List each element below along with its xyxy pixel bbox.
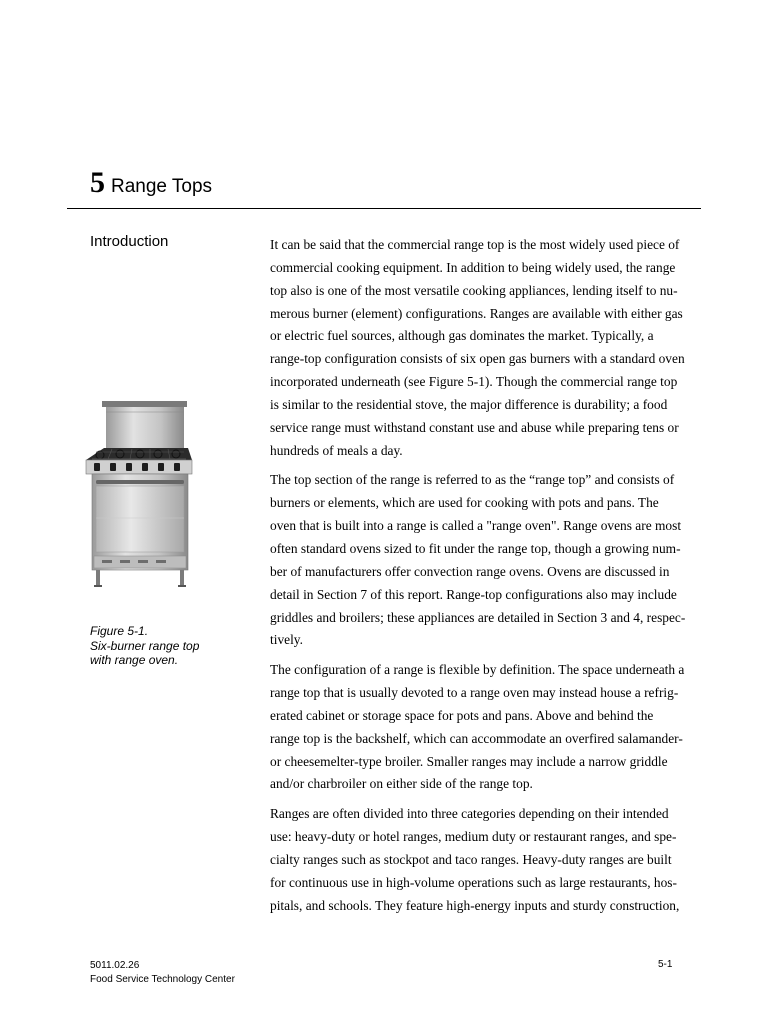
text-line: The top section of the range is referred to as the “range top” and consists of bbox=[270, 472, 675, 488]
text-line: range top is the backshelf, which can accommodate an overfired salamander- bbox=[270, 730, 683, 746]
paragraph-2 bbox=[270, 469, 704, 652]
range-oven-illustration bbox=[82, 400, 197, 588]
text-line: and/or charbroiler on either side of the range top. bbox=[270, 776, 533, 792]
figure-label: Figure 5-1. bbox=[90, 624, 149, 638]
text-line: The configuration of a range is flexible by definition. The space underneath a bbox=[270, 662, 685, 678]
text-line: griddles and broilers; these appliances are detailed in Section 3 and 4, respec- bbox=[270, 609, 686, 625]
text-line: pitals, and schools. They feature high-energy inputs and sturdy construction, bbox=[270, 897, 680, 913]
text-line: for continuous use in high-volume operations such as large restaurants, hos- bbox=[270, 874, 677, 890]
paragraph-4 bbox=[270, 803, 704, 917]
text-line: merous burner (element) configurations. Ranges are available with either gas bbox=[270, 305, 683, 321]
text-line: erated cabinet or storage space for pots and pans. Above and behind the bbox=[270, 707, 654, 723]
text-line: detail in Section 7 of this report. Range-top configurations also may include bbox=[270, 586, 677, 602]
text-line: burners or elements, which are used for cooking with pots and pans. The bbox=[270, 495, 659, 511]
caption-line: with range oven. bbox=[90, 653, 179, 667]
paragraph-3 bbox=[270, 659, 704, 796]
chapter-number: 5 bbox=[90, 166, 105, 199]
text-line: hundreds of meals a day. bbox=[270, 442, 403, 458]
organization-name: Food Service Technology Center bbox=[90, 974, 235, 985]
text-line: or electric fuel sources, although gas dominates the market. Typically, a bbox=[270, 328, 654, 344]
text-line: service range must withstand constant use and abuse while preparing tens or bbox=[270, 419, 679, 435]
text-line: range top that is usually devoted to a range oven may instead house a refrig- bbox=[270, 685, 679, 701]
paragraph-1 bbox=[270, 234, 704, 462]
text-line: commercial cooking equipment. In addition to being widely used, the range bbox=[270, 259, 676, 275]
figure-caption bbox=[90, 624, 199, 668]
text-line: is similar to the residential stove, the major difference is durability; a food bbox=[270, 396, 668, 412]
text-line: use: heavy-duty or hotel ranges, medium duty or restaurant ranges, and spe- bbox=[270, 829, 677, 845]
text-line: incorporated underneath (see Figure 5-1). Though the commercial range top bbox=[270, 374, 678, 390]
text-line: cialty ranges such as stockpot and taco ranges. Heavy-duty ranges are built bbox=[270, 851, 672, 867]
chapter-title: Range Tops bbox=[111, 176, 213, 197]
footer bbox=[90, 959, 235, 987]
text-line: or cheesemelter-type broiler. Smaller ranges may include a narrow griddle bbox=[270, 753, 668, 769]
text-line: top also is one of the most versatile cooking appliances, lending itself to nu- bbox=[270, 282, 678, 298]
chapter-heading bbox=[90, 166, 212, 200]
text-line: often standard ovens sized to fit under the range top, though a growing num- bbox=[270, 540, 681, 556]
section-heading: Introduction bbox=[90, 233, 169, 250]
text-line: It can be said that the commercial range top is the most widely used piece of bbox=[270, 237, 680, 252]
text-line: oven that is built into a range is called a "range oven". Range ovens are most bbox=[270, 518, 682, 534]
body-text bbox=[270, 234, 704, 924]
text-line: Ranges are often divided into three categories depending on their intended bbox=[270, 806, 669, 822]
heading-rule bbox=[67, 208, 701, 209]
page-number: 5-1 bbox=[658, 959, 673, 970]
text-line: ber of manufacturers offer convection range ovens. Ovens are discussed in bbox=[270, 563, 670, 579]
text-line: tively. bbox=[270, 632, 303, 648]
text-line: range-top configuration consists of six open gas burners with a standard oven bbox=[270, 351, 685, 367]
caption-line: Six-burner range top bbox=[90, 638, 200, 653]
doc-number: 5011.02.26 bbox=[90, 960, 140, 971]
